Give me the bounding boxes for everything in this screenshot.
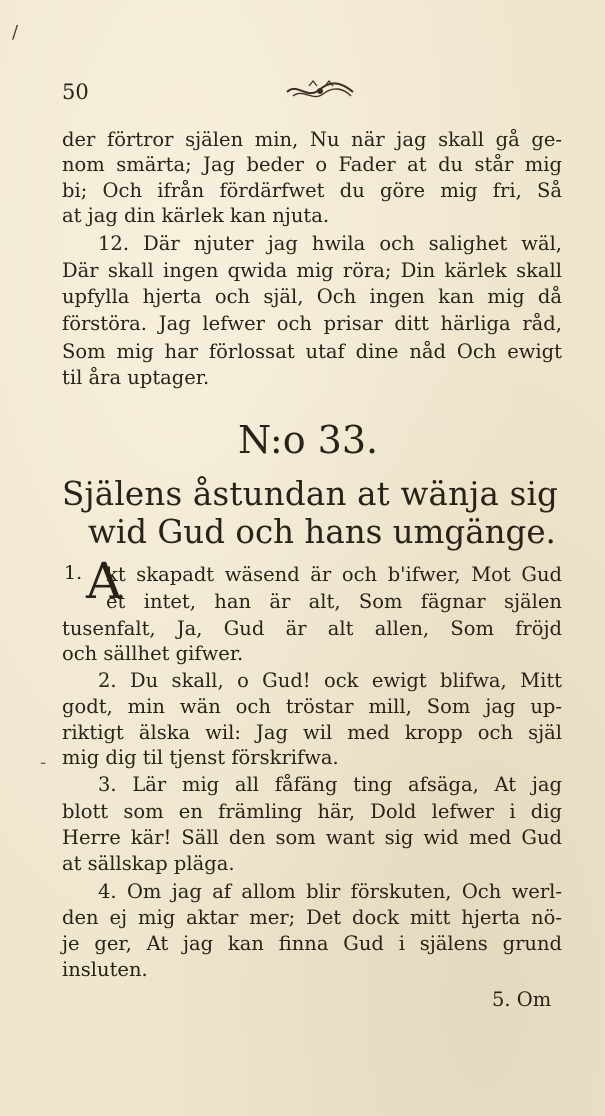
text-line: och sällhet gifwer. <box>62 642 244 665</box>
text-line: til åra uptager. <box>62 366 210 389</box>
page-number: 50 <box>62 80 89 104</box>
text-line: Herre kär! Säll den som want sig wid med Gud <box>62 826 562 849</box>
text-line: förstöra. Jag lefwer och prisar ditt härliga råd, <box>62 312 562 335</box>
text-line: den ej mig aktar mer; Det dock mitt hjerta nö- <box>62 906 562 929</box>
text-line: at jag din kärlek kan njuta. <box>62 204 330 227</box>
margin-mark: - <box>40 752 47 773</box>
catchword: 5. Om <box>492 988 552 1011</box>
text-line: kt skapadt wäsend är och b'ifwer, Mot Gud <box>106 563 562 586</box>
verse-number: 1. <box>64 562 83 584</box>
decorative-ornament-icon <box>283 78 357 104</box>
text-line: insluten. <box>62 958 148 981</box>
text-line: bi; Och ifrån fördärfwet du göre mig fri, Så <box>62 179 562 202</box>
text-line: godt, min wän och tröstar mill, Som jag up- <box>62 695 562 718</box>
text-line: at sällskap pläga. <box>62 852 235 875</box>
text-line: je ger, At jag kan finna Gud i själens grund <box>62 932 562 955</box>
text-line: blott som en främling här, Dold lefwer i dig <box>62 800 562 823</box>
text-line: nom smärta; Jag beder o Fader at du står mig <box>62 153 562 176</box>
text-line: 3. Lär mig all fåfäng ting afsäga, At jag <box>98 773 562 796</box>
corner-mark: / <box>12 22 19 43</box>
text-line: Som mig har förlossat utaf dine nåd Och ewigt <box>62 340 562 363</box>
text-line: upfylla hjerta och själ, Och ingen kan mig då <box>62 285 562 308</box>
text-line: der förtror själen min, Nu när jag skall gå ge- <box>62 128 562 151</box>
text-line: 2. Du skall, o Gud! ock ewigt blifwa, Mitt <box>98 669 562 692</box>
text-line: riktigt älska wil: Jag wil med kropp och själ <box>62 721 562 744</box>
text-line: mig dig til tjenst förskrifwa. <box>62 746 339 769</box>
text-line: tusenfalt, Ja, Gud är alt allen, Som fröjd <box>62 617 562 640</box>
text-line: Där skall ingen qwida mig röra; Din kärlek skall <box>62 259 562 282</box>
text-line: 4. Om jag af allom blir förskuten, Och werl- <box>98 880 562 903</box>
text-line: et intet, han är alt, Som fägnar själen <box>106 590 562 613</box>
drop-cap: A <box>86 552 123 610</box>
hymn-title: Själens åstundan at wänja sig <box>62 475 559 513</box>
hymn-number: N:o 33. <box>238 418 379 462</box>
hymn-title-continued: wid Gud och hans umgänge. <box>88 513 556 551</box>
text-line: 12. Där njuter jag hwila och salighet wäl, <box>98 232 562 255</box>
